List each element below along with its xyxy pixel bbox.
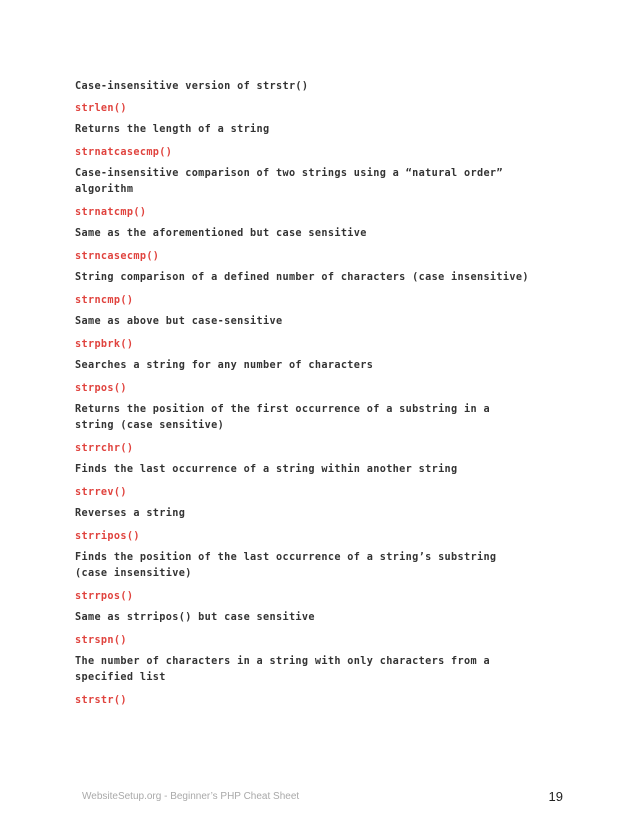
entry-strpos [75, 381, 575, 434]
function-list [75, 79, 575, 714]
function-description: Finds the last occurrence of a string within another string [75, 464, 458, 475]
function-name: strrev() [75, 487, 127, 498]
function-name: strpbrk() [75, 339, 134, 350]
intro-description: Case-insensitive version of strstr() [75, 81, 309, 92]
page-number: 19 [548, 789, 563, 804]
function-description: Same as strripos() but case sensitive [75, 612, 315, 623]
function-name: strncmp() [75, 295, 134, 306]
function-name: strstr() [75, 695, 127, 706]
footer-source: WebsiteSetup.org - Beginner’s PHP Cheat Sheet [82, 791, 300, 802]
entry-strncmp [75, 293, 575, 330]
entry-strrpos [75, 589, 575, 626]
function-name: strnatcmp() [75, 207, 147, 218]
entry-strncasecmp [75, 249, 575, 286]
entry-strstr [75, 693, 575, 709]
function-name: strrchr() [75, 443, 134, 454]
function-description: Searches a string for any number of characters [75, 360, 374, 371]
function-description: String comparison of a defined number of characters (case insensitive) [75, 272, 529, 283]
function-name: strpos() [75, 383, 127, 394]
entry-strnatcmp [75, 205, 575, 242]
function-description: The number of characters in a string with only characters from a specified list [75, 656, 490, 683]
function-name: strripos() [75, 531, 140, 542]
entry-strlen [75, 101, 575, 138]
function-description: Returns the position of the first occurrence of a substring in a string (case sensitive) [75, 404, 490, 431]
function-name: strrpos() [75, 591, 134, 602]
function-description: Reverses a string [75, 508, 186, 519]
function-description: Returns the length of a string [75, 124, 270, 135]
entry-strrev [75, 485, 575, 522]
entry-strspn [75, 633, 575, 686]
function-description: Same as the aforementioned but case sensitive [75, 228, 367, 239]
entry-strripos [75, 529, 575, 582]
function-name: strnatcasecmp() [75, 147, 173, 158]
entry-strrchr [75, 441, 575, 478]
function-description: Finds the position of the last occurrence of a string’s substring (case insensitive) [75, 552, 497, 579]
function-name: strncasecmp() [75, 251, 160, 262]
function-description: Same as above but case-sensitive [75, 316, 283, 327]
function-name: strspn() [75, 635, 127, 646]
function-description: Case-insensitive comparison of two strings using a “natural order” algorithm [75, 168, 503, 195]
function-name: strlen() [75, 103, 127, 114]
entry-strnatcasecmp [75, 145, 575, 198]
entry-strpbrk [75, 337, 575, 374]
